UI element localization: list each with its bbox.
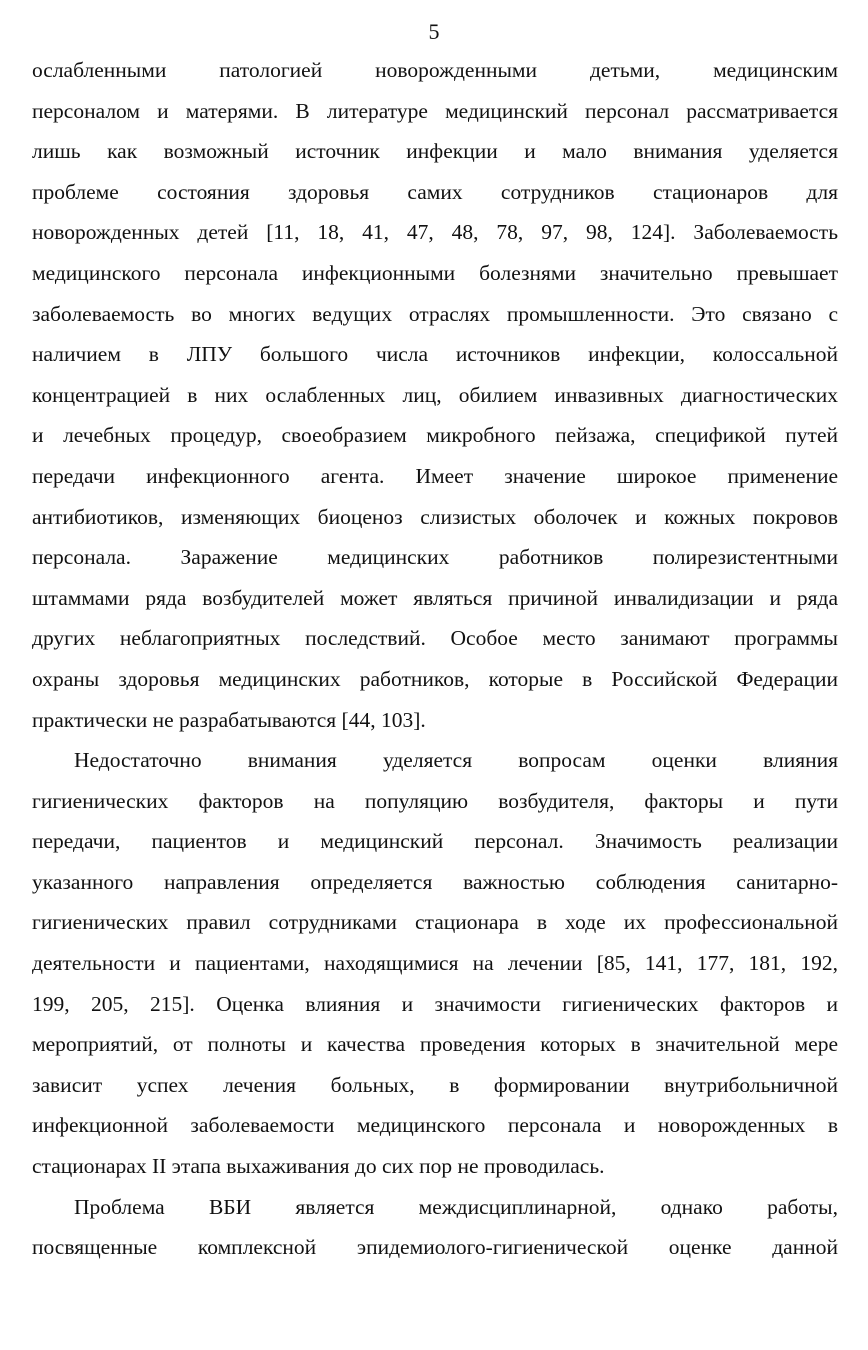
text-line: гигиенических факторов на популяцию возбудителя, факторы и пути <box>32 788 838 813</box>
text-line: инфекционной заболеваемости медицинского персонала и новорожденных в <box>32 1113 838 1138</box>
text-line: стационарах II этапа выхаживания до сих пор не проводилась. <box>32 1154 605 1179</box>
text-line: указанного направления определяется важностью соблюдения санитарно- <box>32 869 838 894</box>
text-line: медицинского персонала инфекционными болезнями значительно превышает <box>32 260 838 285</box>
text-line: наличием в ЛПУ большого числа источников инфекции, колоссальной <box>32 342 838 367</box>
text-line: персоналом и матерями. В литературе медицинский персонал рассматривается <box>32 98 838 123</box>
text-line: лишь как возможный источник инфекции и мало внимания уделяется <box>32 139 838 164</box>
text-line: передачи, пациентов и медицинский персонал. Значимость реализации <box>32 829 838 854</box>
text-line: мероприятий, от полноты и качества проведения которых в значительной мере <box>32 1032 838 1057</box>
text-line: персонала. Заражение медицинских работников полирезистентными <box>32 545 838 570</box>
text-line: ослабленными патологией новорожденными детьми, медицинским <box>32 58 838 82</box>
text-line: 199, 205, 215]. Оценка влияния и значимости гигиенических факторов и <box>32 991 838 1016</box>
text-line: передачи инфекционного агента. Имеет значение широкое применение <box>32 463 838 488</box>
text-line: заболеваемость во многих ведущих отраслях промышленности. Это связано с <box>32 301 838 326</box>
text-line: концентрацией в них ослабленных лиц, обилием инвазивных диагностических <box>32 382 838 407</box>
text-line: деятельности и пациентами, находящимися на лечении [85, 141, 177, 181, 192, <box>32 951 838 976</box>
text-line: других неблагоприятных последствий. Особое место занимают программы <box>32 626 838 651</box>
text-line: антибиотиков, изменяющих биоценоз слизистых оболочек и кожных покровов <box>32 504 838 529</box>
text-line: практически не разрабатываются [44, 103]. <box>32 707 426 732</box>
text-line: новорожденных детей [11, 18, 41, 47, 48, 78, 97, 98, 124]. Заболеваемость <box>32 220 838 245</box>
text-line: и лечебных процедур, своеобразием микробного пейзажа, спецификой путей <box>32 423 838 448</box>
page-number: 5 <box>428 19 440 44</box>
text-line: проблеме состояния здоровья самих сотрудников стационаров для <box>32 179 838 204</box>
text-line: зависит успех лечения больных, в формировании внутрибольничной <box>32 1072 838 1097</box>
text-line: гигиенических правил сотрудниками стационара в ходе их профессиональной <box>32 910 838 935</box>
document-body <box>32 50 838 1268</box>
text-line: штаммами ряда возбудителей может являться причиной инвалидизации и ряда <box>32 585 838 610</box>
text-line: охраны здоровья медицинских работников, которые в Российской Федерации <box>32 666 838 691</box>
text-line: Проблема ВБИ является междисциплинарной, однако работы, <box>74 1194 838 1219</box>
text-line: Недостаточно внимания уделяется вопросам оценки влияния <box>74 748 838 773</box>
text-line: посвященные комплексной эпидемиолого-гигиенической оценке данной <box>32 1235 838 1260</box>
